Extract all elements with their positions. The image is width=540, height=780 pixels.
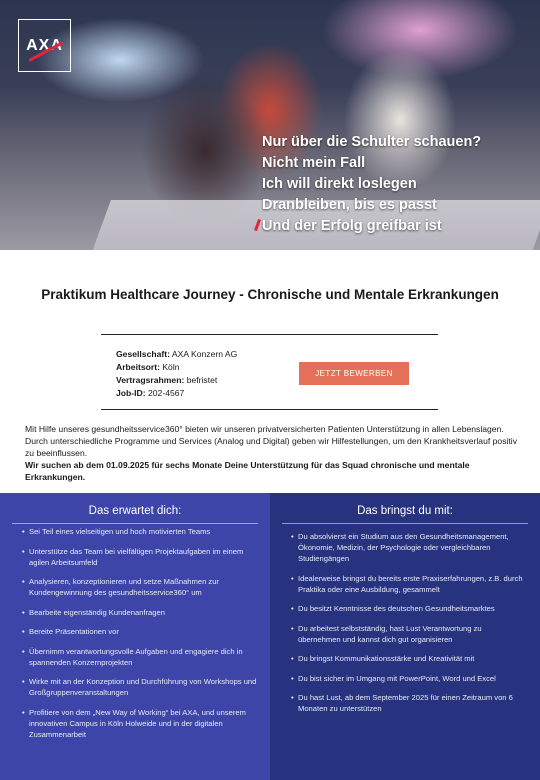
- hero-line: Ich will direkt loslegen: [262, 176, 417, 192]
- list-item: • Du bringst Kommunikationsstärke und Kreativität mit: [291, 653, 526, 664]
- hero-slogan: [262, 132, 481, 237]
- meta-contract: Vertragsrahmen: befristet: [116, 375, 218, 385]
- intro-text: [25, 423, 517, 483]
- intro-paragraph: Mit Hilfe unseres gesundheitsservice360° bieten wir unseren privatversicherten Patienten Unterstützung in allen Lebenslagen. Durch unterschiedliche Programme und Services (Analog und Digital) geben wir Hilfestellungen, um den Krankheitsverlauf positiv zu beeinflussen.: [25, 424, 518, 458]
- list-item: • Idealerweise bringst du bereits erste Praxiserfahrungen, z.B. durch Praktika oder eine Ausbildung, gesammelt: [291, 573, 526, 595]
- axa-logo: [18, 19, 71, 72]
- list-item: • Du besitzt Kenntnisse des deutschen Gesundheitsmarktes: [291, 603, 526, 614]
- panel-divider: [12, 523, 258, 524]
- list-item: • Du hast Lust, ab dem September 2025 für einen Zeitraum von 6 Monaten zu unterstützen: [291, 692, 526, 714]
- list-item: • Bereite Präsentationen vor: [22, 626, 257, 637]
- list-item: • Übernimm verantwortungsvolle Aufgaben und engagiere dich in spannenden Konzernprojekten: [22, 646, 257, 668]
- hero-line: Und der Erfolg greifbar ist: [262, 218, 442, 234]
- list-item: • Profitiere von dem „New Way of Working“ bei AXA, und unserem innovativen Campus in Köln Holweide und in der digitalen Zusammenarbeit: [22, 707, 257, 740]
- expectations-heading: Das erwartet dich:: [88, 505, 182, 517]
- list-item: • Du arbeitest selbstständig, hast Lust Verantwortung zu übernehmen und kannst dich gut organisieren: [291, 623, 526, 645]
- expectations-list: [22, 526, 257, 748]
- list-item: • Wirke mit an der Konzeption und Durchführung von Workshops und Großgruppenveranstaltungen: [22, 676, 257, 698]
- meta-company: Gesellschaft: AXA Konzern AG: [116, 349, 238, 359]
- job-meta: [116, 348, 237, 400]
- list-item: • Sei Teil eines vielseitigen und hoch motivierten Teams: [22, 526, 257, 537]
- requirements-heading: Das bringst du mit:: [357, 505, 453, 517]
- hero-line: Dranbleiben, bis es passt: [262, 197, 437, 213]
- list-item: • Bearbeite eigenständig Kundenanfragen: [22, 607, 257, 618]
- apply-button[interactable]: JETZT BEWERBEN: [299, 362, 409, 385]
- meta-jobid: Job-ID: 202-4567: [116, 388, 185, 398]
- job-title: Praktikum Healthcare Journey - Chronische und Mentale Erkrankungen: [41, 287, 499, 302]
- list-item: • Unterstütze das Team bei vielfältigen Projektaufgaben im einem agilen Arbeitsumfeld: [22, 546, 257, 568]
- panel-divider: [282, 523, 528, 524]
- logo-text: AXA: [26, 36, 63, 54]
- divider-bottom: [101, 409, 438, 410]
- hero-line: Nicht mein Fall: [262, 155, 366, 171]
- list-item: • Du absolvierst ein Studium aus den Gesundheitsmanagement, Ökonomie, Medizin, der Psychologie oder vergleichbaren Studiengängen: [291, 531, 526, 564]
- meta-location: Arbeitsort: Köln: [116, 362, 180, 372]
- hero-image: [0, 0, 540, 250]
- list-item: • Analysieren, konzeptionieren und setze Maßnahmen zur Kundengewinnung des gesundheitsservice360° um: [22, 576, 257, 598]
- intro-highlight: Wir suchen ab dem 01.09.2025 für sechs Monate Deine Unterstützung für das Squad chronische und mentale Erkrankungen.: [25, 460, 470, 482]
- requirements-list: [291, 531, 526, 723]
- list-item: • Du bist sicher im Umgang mit PowerPoint, Word und Excel: [291, 673, 526, 684]
- divider-top: [101, 334, 438, 335]
- hero-line: Nur über die Schulter schauen?: [262, 134, 482, 150]
